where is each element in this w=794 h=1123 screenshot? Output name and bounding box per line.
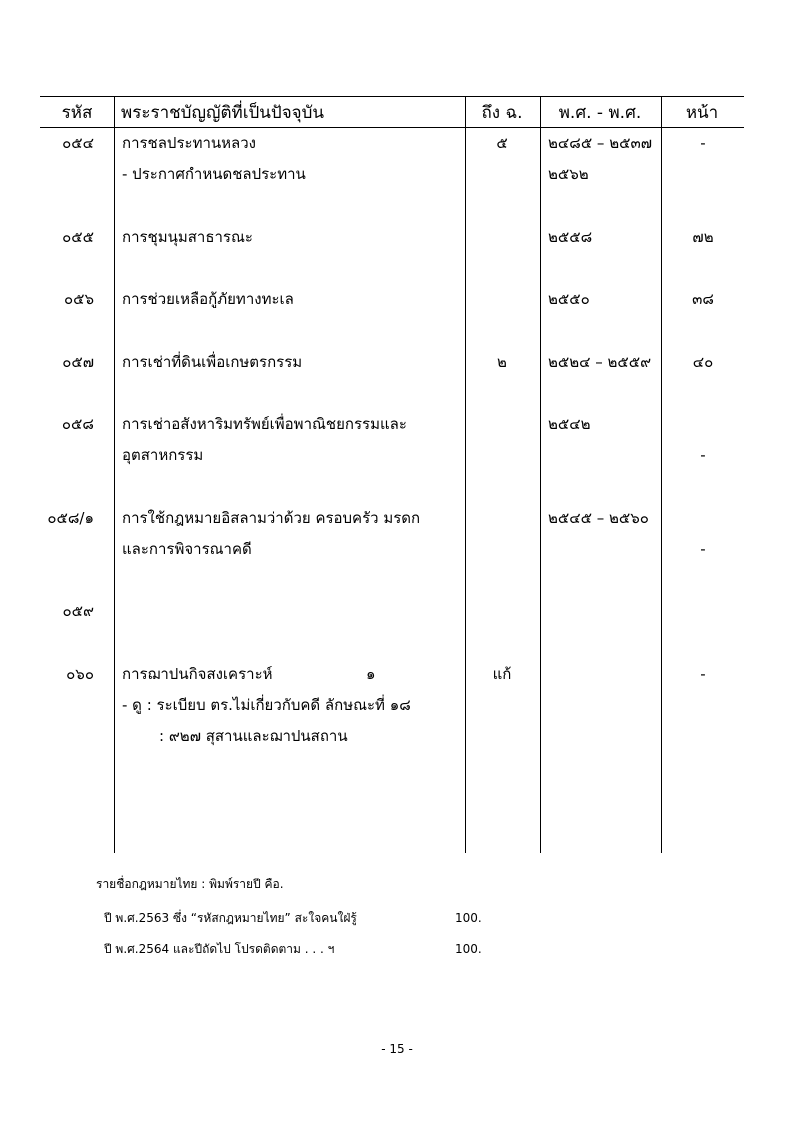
row-title: การชลประทานหลวง [122,134,256,152]
column-divider [114,96,115,853]
row-code: ๐๕๖ [63,290,94,308]
column-divider [540,96,541,853]
header-title: พระราชบัญญัติที่เป็นปัจจุบัน [121,103,325,123]
row-title: การเช่าอสังหาริมทรัพย์เพื่อพาณิชยกรรมและ [122,415,407,433]
footer-line-2: ปี พ.ศ.2563 ซึ่ง “รหัสกฎหมายไทย” สะใจคนใฝ่รู้ [104,911,357,925]
table-header-border [40,127,744,128]
row-title: การฌาปนกิจสงเคราะห์ [122,665,273,683]
row-title-2: และการพิจารณาคดี [122,540,252,558]
column-divider [661,96,662,853]
header-page: หน้า [685,103,719,123]
row-issue: ๕ [496,134,508,152]
row-years: ๒๕๕๘ [548,228,593,246]
row-title: การชุมนุมสาธารณะ [122,228,253,246]
footer-line-3-value: 100. [455,942,482,956]
row-page: ๔๐ [692,353,714,371]
row-years: ๒๕๕๐ [548,290,590,308]
table-top-border [40,96,744,97]
row-issue: แก้ [492,665,512,683]
row-sub: - ประกาศกำหนดชลประทาน [122,165,306,183]
header-code: รหัส [61,103,93,123]
row-code: ๐๕๔ [62,134,94,152]
row-code: ๐๕๘ [61,415,94,433]
row-years: ๒๕๒๔ – ๒๕๕๙ [548,353,652,371]
footer-line-2-value: 100. [455,911,482,925]
footer-line-1: รายชื่อกฎหมายไทย : พิมพ์รายปี คือ. [96,877,284,891]
row-code: ๐๖๐ [66,665,94,683]
column-divider [465,96,466,853]
row-title: การเช่าที่ดินเพื่อเกษตรกรรม [122,353,303,371]
row-years: ๒๕๔๒ [548,415,591,433]
row-years: ๒๕๔๕ – ๒๕๖๐ [548,509,649,527]
row-code: ๐๕๕ [62,228,94,246]
row-page: ๓๘ [692,290,714,308]
page-number: - 15 - [381,1042,413,1056]
row-title: การใช้กฎหมายอิสลามว่าด้วย ครอบครัว มรดก [122,509,421,527]
row-years-2: ๒๕๖๒ [548,165,589,183]
row-issue: ๒ [497,353,507,371]
header-years: พ.ศ. - พ.ศ. [558,103,642,123]
header-issue: ถึง ฉ. [481,103,523,123]
row-code: ๐๕๙ [62,602,94,620]
row-sub: - ดู : ระเบียบ ตร.ไม่เกี่ยวกับคดี ลักษณะที่ ๑๘ [122,696,411,714]
row-page: - [700,540,706,558]
row-code: ๐๕๗ [62,353,94,371]
row-title-number: ๑ [366,665,376,683]
row-page: - [700,665,706,683]
row-page: ๗๒ [692,228,714,246]
row-code: ๐๕๘/๑ [47,509,94,527]
row-years: ๒๔๘๕ – ๒๕๓๗ [548,134,652,152]
row-title-2: อุตสาหกรรม [122,446,204,464]
footer-line-3: ปี พ.ศ.2564 และปีถัดไป โปรดติดตาม . . . ฯ [104,942,335,956]
row-sub-2: : ๙๒๗ สุสานและฌาปนสถาน [159,727,348,745]
row-title: การช่วยเหลือกู้ภัยทางทะเล [122,290,294,308]
row-page: - [700,134,706,152]
row-page: - [700,446,706,464]
